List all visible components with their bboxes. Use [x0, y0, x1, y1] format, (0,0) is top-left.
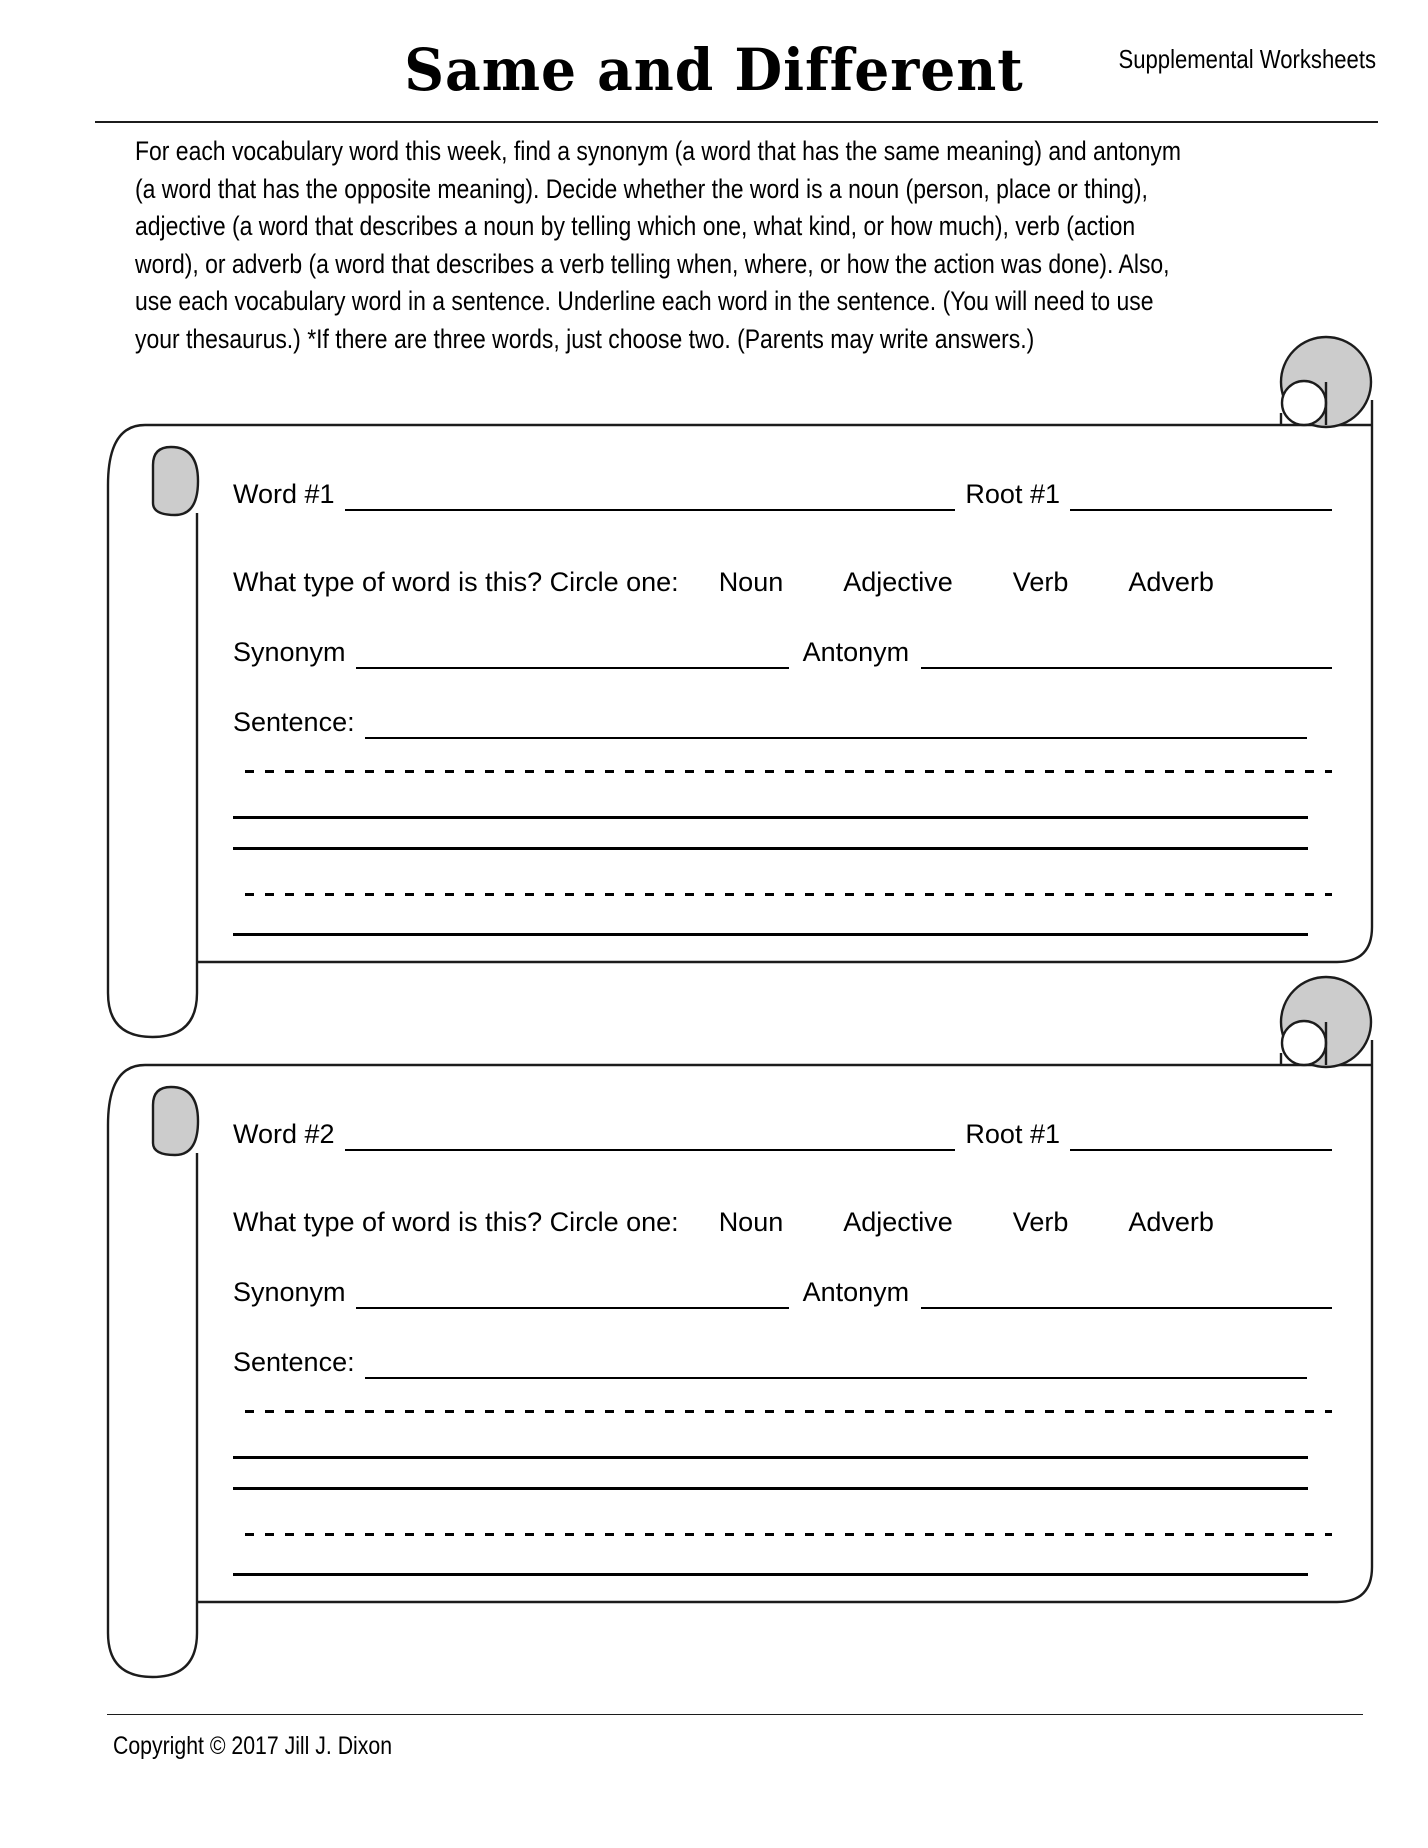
header-divider [95, 121, 1378, 123]
page-subtitle: Supplemental Worksheets [1118, 44, 1376, 74]
sentence-label: Sentence: [233, 1347, 355, 1377]
option-adjective[interactable]: Adjective [843, 567, 953, 597]
word-label: Word #2 [233, 1119, 335, 1149]
writing-line[interactable] [233, 1573, 1308, 1576]
root-label: Root #1 [965, 1119, 1060, 1149]
scroll-right-curl-inner [1282, 1021, 1326, 1065]
scroll-left-curl-icon [153, 447, 198, 515]
antonym-label: Antonym [802, 637, 910, 667]
word-type-row [233, 1203, 1332, 1239]
word-row [233, 1115, 1332, 1151]
writing-line[interactable] [233, 816, 1308, 819]
antonym-blank-field[interactable] [921, 637, 1332, 669]
word2-section [0, 1065, 1428, 1690]
synonym-blank-field[interactable] [356, 637, 789, 669]
option-adverb[interactable]: Adverb [1128, 567, 1214, 597]
word-blank-field[interactable] [345, 1119, 956, 1151]
sentence-row [233, 1343, 1307, 1379]
sentence-row [233, 703, 1307, 739]
scroll-right-curl-inner [1282, 381, 1326, 425]
word-row [233, 475, 1332, 511]
writing-line-dashed[interactable] [245, 1410, 1332, 1413]
instructions-line: adjective (a word that describes a noun by telling which one, what kind, or how much), verb (action [135, 211, 1136, 241]
sentence-label: Sentence: [233, 707, 355, 737]
option-verb[interactable]: Verb [1012, 1207, 1069, 1237]
page-title: Same and Different [404, 36, 1024, 104]
scroll-artwork [85, 315, 1395, 1050]
synonym-label: Synonym [233, 1277, 346, 1307]
sentence-blank-field[interactable] [365, 1347, 1307, 1379]
writing-line[interactable] [233, 847, 1308, 850]
instructions-line: your thesaurus.) *If there are three words, just choose two. (Parents may write answers.) [135, 323, 1035, 354]
word-type-question: What type of word is this? Circle one: [233, 1207, 679, 1237]
word-type-question: What type of word is this? Circle one: [233, 567, 679, 597]
antonym-label: Antonym [802, 1277, 910, 1307]
synonym-antonym-row [233, 1273, 1332, 1309]
option-adverb[interactable]: Adverb [1128, 1207, 1214, 1237]
scroll-artwork [85, 955, 1395, 1690]
writing-line[interactable] [233, 933, 1308, 936]
antonym-blank-field[interactable] [921, 1277, 1332, 1309]
synonym-label: Synonym [233, 637, 346, 667]
option-noun[interactable]: Noun [718, 1207, 784, 1237]
root-blank-field[interactable] [1070, 479, 1332, 511]
writing-line-dashed[interactable] [245, 770, 1332, 773]
instructions-line: use each vocabulary word in a sentence. Underline each word in the sentence. (You will need to use [135, 286, 1154, 316]
footer-divider [107, 1714, 1363, 1715]
synonym-blank-field[interactable] [356, 1277, 789, 1309]
word-blank-field[interactable] [345, 479, 956, 511]
word-label: Word #1 [233, 479, 335, 509]
root-label: Root #1 [965, 479, 1060, 509]
scroll-left-curl-icon [153, 1087, 198, 1155]
instructions-line: (a word that has the opposite meaning). Decide whether the word is a noun (person, place or thing), [135, 173, 1148, 204]
option-verb[interactable]: Verb [1012, 567, 1069, 597]
writing-line[interactable] [233, 1456, 1308, 1459]
writing-line[interactable] [233, 1487, 1308, 1490]
copyright-text: Copyright © 2017 Jill J. Dixon [113, 1732, 393, 1760]
writing-line-dashed[interactable] [245, 1533, 1332, 1536]
option-noun[interactable]: Noun [718, 567, 784, 597]
instructions-line: word), or adverb (a word that describes a verb telling when, where, or how the action was done). Also, [135, 248, 1170, 279]
instructions-line: For each vocabulary word this week, find a synonym (a word that has the same meaning) and antonym [135, 136, 1182, 166]
root-blank-field[interactable] [1070, 1119, 1332, 1151]
synonym-antonym-row [233, 633, 1332, 669]
word-type-row [233, 563, 1332, 599]
sentence-blank-field[interactable] [365, 707, 1307, 739]
writing-line-dashed[interactable] [245, 893, 1332, 896]
option-adjective[interactable]: Adjective [843, 1207, 953, 1237]
